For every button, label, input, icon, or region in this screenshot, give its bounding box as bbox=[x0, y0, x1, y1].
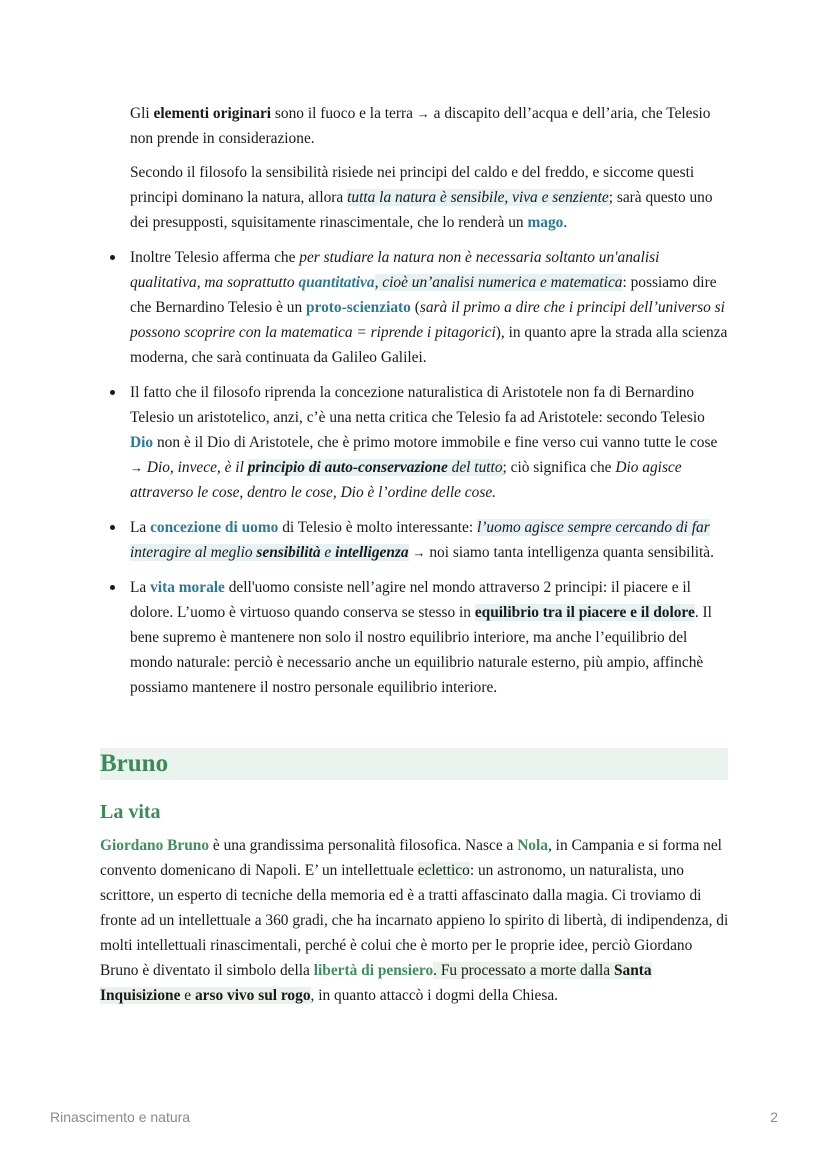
text: . bbox=[563, 214, 568, 231]
keyword-quantitativa: quantitativa bbox=[298, 274, 375, 291]
italic-highlight: tutta la natura è sensibile, viva e senziente bbox=[347, 189, 609, 206]
keyword-giordano-bruno: Giordano Bruno bbox=[100, 837, 210, 854]
list-item bbox=[130, 245, 730, 370]
paragraph-elementi bbox=[130, 101, 730, 151]
section-heading-bruno bbox=[100, 748, 728, 780]
keyword-dio: Dio bbox=[130, 434, 154, 451]
italic-highlight: , cioè un’analisi numerica e matematica bbox=[374, 274, 623, 291]
highlight-text: . Fu processato a morte dalla bbox=[433, 962, 614, 979]
list-item bbox=[130, 380, 730, 505]
arrow-icon: → bbox=[416, 106, 430, 121]
text: Secondo il filosofo la sensibilità risiede nei principi del caldo e del freddo, e siccome questi principi dominano la natura, allora bbox=[130, 164, 695, 206]
arrow-icon: → bbox=[130, 460, 143, 475]
text: è una grandissima personalità filosofica. Nasce a bbox=[209, 837, 518, 854]
text: : possiamo dire che Bernardino Telesio è un bbox=[130, 274, 717, 316]
list-item bbox=[130, 515, 730, 565]
text: di Telesio è molto interessante: bbox=[278, 519, 478, 536]
text: ), in quanto apre la strada alla scienza moderna, che sarà continuata da Galileo Galilei. bbox=[130, 324, 728, 366]
italic-highlight: l’uomo agisce sempre cercando di far interagire al meglio bbox=[130, 519, 710, 561]
bold-italic-highlight: sensibilità bbox=[256, 544, 321, 561]
italic-text: Dio agisce attraverso le cose, dentro le cose, Dio è l’ordine delle cose. bbox=[130, 459, 682, 501]
text: ; sarà questo uno dei presupposti, squisitamente rinascimentale, che lo renderà un bbox=[130, 189, 713, 231]
bold-italic-highlight: principio di auto-conservazione bbox=[247, 459, 448, 476]
keyword-vita-morale: vita morale bbox=[150, 579, 225, 596]
keyword-concezione-di-uomo: concezione di uomo bbox=[150, 519, 279, 536]
text: . Il bene supremo è mantenere non solo il nostro equilibrio interiore, ma anche l’equilibrio del mondo naturale: perciò è necessario anche un equilibrio naturale esterno, più ampio, affinchè possiamo mantenere il nostro personale equilibrio interiore. bbox=[130, 604, 712, 696]
text: dell'uomo consiste nell’agire nel mondo attraverso 2 principi: il piacere e il dolore. L’uomo è virtuoso quando conserva se stesso in bbox=[130, 579, 691, 621]
text: La bbox=[130, 519, 151, 536]
page-number: 2 bbox=[770, 1109, 778, 1125]
text: Gli bbox=[130, 105, 154, 122]
bullet-icon bbox=[110, 255, 115, 260]
text: Inoltre Telesio afferma che bbox=[130, 249, 300, 266]
highlight-text: e bbox=[180, 987, 195, 1004]
bold-italic-highlight: intelligenza bbox=[335, 544, 409, 561]
italic-highlight: del tutto bbox=[447, 459, 503, 476]
text: , in Campania e si forma nel convento domenicano di Napoli. E’ un intellettuale bbox=[100, 837, 722, 879]
bold-highlight: arso vivo sul rogo bbox=[194, 987, 311, 1004]
subheading-la-vita: La vita bbox=[100, 801, 161, 823]
italic-text: Dio, invece, è il bbox=[143, 459, 248, 476]
text: ( bbox=[410, 299, 420, 316]
text: Il fatto che il filosofo riprenda la concezione naturalistica di Aristotele non fa di Bernardino Telesio un aristotelico, anzi, c’è una netta critica che Telesio fa ad Aristotele: secondo Telesio bbox=[130, 384, 705, 426]
text: ; ciò significa che bbox=[502, 459, 616, 476]
heading-text: Bruno bbox=[100, 750, 169, 777]
bullet-list bbox=[130, 245, 730, 700]
text: sono il fuoco e la terra bbox=[271, 105, 417, 122]
bullet-icon bbox=[110, 390, 115, 395]
bold-term: elementi originari bbox=[153, 105, 272, 122]
keyword-liberta-di-pensiero: libertà di pensiero bbox=[313, 962, 434, 979]
bullet-icon bbox=[110, 585, 115, 590]
bold-highlight: Santa Inquisizione bbox=[100, 962, 652, 1004]
keyword-mago: mago bbox=[527, 214, 564, 231]
text: non è il Dio di Aristotele, che è primo motore immobile e fine verso cui vanno tutte le cose bbox=[153, 434, 718, 451]
list-item bbox=[130, 575, 730, 700]
text: La bbox=[130, 579, 151, 596]
bullet-icon bbox=[110, 525, 115, 530]
arrow-icon: → bbox=[412, 545, 426, 560]
text: a discapito dell’acqua e dell’aria, che Telesio non prende in considerazione. bbox=[130, 105, 711, 147]
paragraph-giordano-bruno bbox=[100, 833, 730, 1008]
text: noi siamo tanta intelligenza quanta sensibilità. bbox=[425, 544, 714, 561]
italic-text: sarà il primo a dire che i principi dell’universo si possono scoprire con la matematica = riprende i pitagorici bbox=[130, 299, 725, 341]
italic-text: per studiare la natura non è necessaria soltanto un'analisi qualitativa, ma soprattutto bbox=[130, 249, 660, 291]
paragraph-sensibilita bbox=[130, 160, 730, 235]
keyword-proto-scienziato: proto-scienziato bbox=[306, 299, 411, 316]
text: : un astronomo, un naturalista, uno scrittore, un esperto di tecniche della memoria ed è a tratti affascinato dalla magia. Ci troviamo di fronte ad un intellettuale a 360 gradi, che ha incarnato appieno lo spirito di libertà, di indipendenza, di molti intellettuali rinascimentali, perché è colui che è morto per le proprie idee, perciò Giordano Bruno è diventato il simbolo della bbox=[100, 862, 729, 979]
bold-highlight: equilibrio tra il piacere e il dolore bbox=[474, 604, 695, 621]
keyword-nola: Nola bbox=[517, 837, 548, 854]
italic-highlight: e bbox=[320, 544, 336, 561]
highlight-text: eclettico bbox=[417, 862, 470, 879]
text: , in quanto attaccò i dogmi della Chiesa. bbox=[310, 987, 558, 1004]
footer-title: Rinascimento e natura bbox=[50, 1109, 191, 1125]
